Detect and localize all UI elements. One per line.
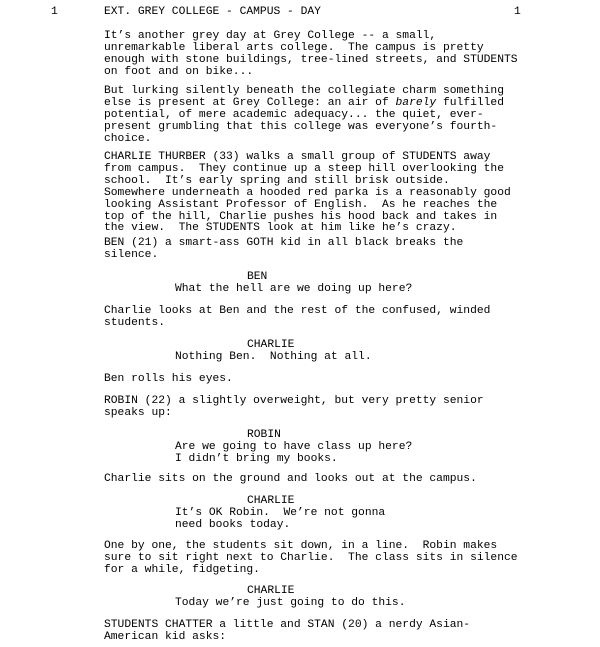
action-text: But lurking silently beneath the collegiate charm something else is present at Grey College: an air of [104, 85, 504, 109]
action-paragraph: It’s another grey day at Grey College -- a small, unremarkable liberal arts college. The campus is pretty enough with stone buildings, tree-lined streets, and STUDENTS on foot and on bike... [104, 30, 518, 78]
dialogue: Nothing Ben. Nothing at all. [175, 351, 372, 363]
action-paragraph: Ben rolls his eyes. [104, 373, 233, 385]
character-name: CHARLIE [247, 495, 295, 507]
action-paragraph [104, 86, 524, 146]
dialogue: Are we going to have class up here? I didn’t bring my books. [175, 441, 413, 465]
scene-heading: EXT. GREY COLLEGE - CAMPUS - DAY [104, 6, 321, 18]
character-name: CHARLIE [247, 585, 295, 597]
dialogue: Today we’re just going to do this. [175, 597, 406, 609]
dialogue: What the hell are we doing up here? [175, 283, 413, 295]
dialogue: It’s OK Robin. We’re not gonna need books today. [175, 507, 386, 531]
action-paragraph: One by one, the students sit down, in a line. Robin makes sure to sit right next to Charlie. The class sits in silence for a while, fidgeting. [104, 540, 518, 576]
action-paragraph: ROBIN (22) a slightly overweight, but very pretty senior speaks up: [104, 395, 484, 419]
character-name: ROBIN [247, 429, 281, 441]
action-text: fulfilled potential, of mere academic adequacy... the quiet, ever- present grumbling that this college was everyone’s fourth- choice. [104, 96, 504, 145]
action-paragraph: Charlie looks at Ben and the rest of the confused, winded students. [104, 305, 491, 329]
action-paragraph: BEN (21) a smart-ass GOTH kid in all black breaks the silence. [104, 237, 464, 261]
action-paragraph: STUDENTS CHATTER a little and STAN (20) a nerdy Asian- American kid asks: [104, 619, 471, 643]
scene-number-right: 1 [514, 6, 521, 18]
action-paragraph: Charlie sits on the ground and looks out at the campus. [104, 473, 477, 485]
character-name: CHARLIE [247, 339, 295, 351]
action-paragraph: CHARLIE THURBER (33) walks a small group of STUDENTS away from campus. They continue up a steep hill overlooking the school. It’s early spring and still brisk outside. Somewhere underneath a hooded red parka is a reasonably good looking Assistant Professor of English. As he reaches the top of the hill, Charlie pushes his hood back and takes in the view. The STUDENTS look at him like he’s crazy. [104, 151, 511, 235]
scene-number-left: 1 [51, 6, 58, 18]
emphasis-text: barely [395, 96, 437, 109]
character-name: BEN [247, 271, 268, 283]
